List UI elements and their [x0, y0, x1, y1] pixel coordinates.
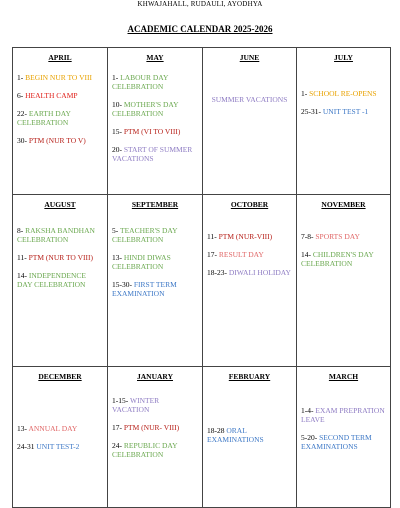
event-text: ANNUAL DAY	[28, 424, 78, 433]
event-date: 17-	[112, 423, 122, 432]
calendar-event	[301, 89, 386, 98]
event-date: 5-20-	[301, 433, 318, 442]
event-date: 15-	[112, 127, 122, 136]
calendar-event	[301, 406, 386, 424]
event-date: 1-	[17, 73, 24, 82]
event-date: 11-	[17, 253, 27, 262]
month-cell-november	[297, 195, 391, 367]
event-date: 20-	[112, 145, 122, 154]
calendar-event	[112, 145, 198, 163]
event-text: PTM (VI TO VIII)	[123, 127, 181, 136]
event-date: 14-	[301, 250, 311, 259]
event-text: BEGIN NUR TO VIII	[25, 73, 92, 82]
event-text: FIRST TERM EXAMINATION	[112, 280, 177, 298]
event-date: 24-31	[17, 442, 35, 451]
event-date: 7-8-	[301, 232, 314, 241]
month-cell-january	[108, 367, 203, 508]
event-text: START OF SUMMER VACATIONS	[112, 145, 193, 163]
event-text: SUMMER VACATIONS	[211, 95, 288, 104]
calendar-event	[112, 423, 198, 432]
calendar-event	[17, 73, 103, 82]
event-date: 1-	[301, 89, 308, 98]
event-text: EARTH DAY CELEBRATION	[17, 109, 71, 127]
month-name: DECEMBER	[38, 372, 82, 381]
month-name: JULY	[334, 53, 353, 62]
event-text: DIWALI HOLIDAY	[228, 268, 291, 277]
calendar-event	[112, 280, 198, 298]
event-date: 17-	[207, 250, 217, 259]
event-date: 25-31-	[301, 107, 321, 116]
event-date: 6-	[17, 91, 24, 100]
month-name: MARCH	[328, 372, 359, 381]
calendar-event	[207, 268, 292, 277]
event-date: 13-	[112, 253, 122, 262]
school-address: KHWAJAHALL, RUDAULI, AYODHYA	[137, 0, 263, 8]
event-date: 8-	[17, 226, 24, 235]
event-date: 24-	[112, 441, 122, 450]
calendar-event	[301, 250, 386, 268]
month-cell-june	[203, 48, 297, 195]
month-cell-february	[203, 367, 297, 508]
month-cell-september	[108, 195, 203, 367]
event-text: PTM (NUR- VIII)	[123, 423, 180, 432]
event-text: INDEPENDENCE DAY CELEBRATION	[17, 271, 86, 289]
calendar-event	[112, 396, 198, 414]
month-cell-july	[297, 48, 391, 195]
month-name: NOVEMBER	[321, 200, 366, 209]
event-list	[207, 95, 292, 104]
event-list	[112, 73, 198, 163]
event-text: ORAL EXAMINATIONS	[207, 426, 264, 444]
calendar-event	[112, 441, 198, 459]
event-date: 15-30-	[112, 280, 132, 289]
event-text: UNIT TEST -1	[322, 107, 369, 116]
event-text: PTM (NUR TO VIII)	[28, 253, 93, 262]
calendar-event	[17, 226, 103, 244]
calendar-event	[112, 73, 198, 91]
event-date: 18-23-	[207, 268, 227, 277]
calendar-event	[301, 433, 386, 451]
month-cell-august	[13, 195, 108, 367]
event-date: 11-	[207, 232, 217, 241]
calendar-event	[17, 109, 103, 127]
calendar-event	[207, 232, 292, 241]
calendar-title: ACADEMIC CALENDAR 2025-2026	[127, 24, 273, 34]
event-date: 13-	[17, 424, 27, 433]
event-date: 18-28	[207, 426, 225, 435]
month-name: APRIL	[48, 53, 72, 62]
event-text: PTM (NUR TO V)	[28, 136, 86, 145]
event-date: 10-	[112, 100, 122, 109]
calendar-event	[301, 107, 386, 116]
event-text: UNIT TEST-2	[36, 442, 80, 451]
calendar-event	[207, 426, 292, 444]
event-list	[301, 89, 386, 116]
event-text: TEACHER'S DAY CELEBRATION	[112, 226, 178, 244]
event-text: HEALTH CAMP	[25, 91, 78, 100]
event-text: SPORTS DAY	[315, 232, 360, 241]
month-name: JANUARY	[137, 372, 173, 381]
event-text: WINTER VACATION	[112, 396, 160, 414]
event-list	[17, 73, 103, 145]
event-list	[17, 226, 103, 289]
event-list	[112, 226, 198, 298]
event-date: 5-	[112, 226, 119, 235]
month-name: MAY	[146, 53, 164, 62]
event-text: CHILDREN'S DAY CELEBRATION	[301, 250, 374, 268]
event-date: 14-	[17, 271, 27, 280]
event-list	[207, 232, 292, 277]
event-text: SECOND TERM EXAMINATIONS	[301, 433, 372, 451]
event-text: EXAM PREPRATION LEAVE	[301, 406, 385, 424]
event-date: 30-	[17, 136, 27, 145]
event-list	[207, 426, 292, 444]
calendar-event	[301, 232, 386, 241]
month-cell-march	[297, 367, 391, 508]
event-list	[112, 396, 198, 459]
calendar-event	[17, 442, 103, 451]
month-cell-may	[108, 48, 203, 195]
event-date: 1-	[112, 73, 119, 82]
month-name: JUNE	[239, 53, 260, 62]
event-list	[301, 232, 386, 268]
event-text: RESULT DAY	[218, 250, 264, 259]
calendar-event	[17, 424, 103, 433]
event-date: 1-4-	[301, 406, 314, 415]
month-name: AUGUST	[44, 200, 76, 209]
event-text: LABOUR DAY CELEBRATION	[112, 73, 169, 91]
month-cell-december	[13, 367, 108, 508]
calendar-event	[112, 253, 198, 271]
month-name: FEBRUARY	[228, 372, 271, 381]
event-list	[17, 424, 103, 451]
event-text: HINDI DIWAS CELEBRATION	[112, 253, 171, 271]
calendar-event	[17, 136, 103, 145]
month-name: OCTOBER	[230, 200, 269, 209]
calendar-event	[112, 226, 198, 244]
month-name: SEPTEMBER	[131, 200, 179, 209]
month-cell-october	[203, 195, 297, 367]
event-text: MOTHER'S DAY CELEBRATION	[112, 100, 179, 118]
calendar-event	[17, 91, 103, 100]
calendar-event	[207, 95, 292, 104]
calendar-event	[207, 250, 292, 259]
event-text: SCHOOL RE-OPENS	[309, 89, 377, 98]
calendar-event	[112, 100, 198, 118]
calendar-event	[17, 271, 103, 289]
event-text: RAKSHA BANDHAN CELEBRATION	[17, 226, 95, 244]
calendar-event	[112, 127, 198, 136]
calendar-event	[17, 253, 103, 262]
event-text: PTM (NUR-VIII)	[218, 232, 273, 241]
event-text: REPUBLIC DAY CELEBRATION	[112, 441, 178, 459]
event-date: 1-15-	[112, 396, 129, 405]
calendar-grid	[12, 47, 391, 508]
event-date: 22-	[17, 109, 27, 118]
month-cell-april	[13, 48, 108, 195]
event-list	[301, 406, 386, 451]
